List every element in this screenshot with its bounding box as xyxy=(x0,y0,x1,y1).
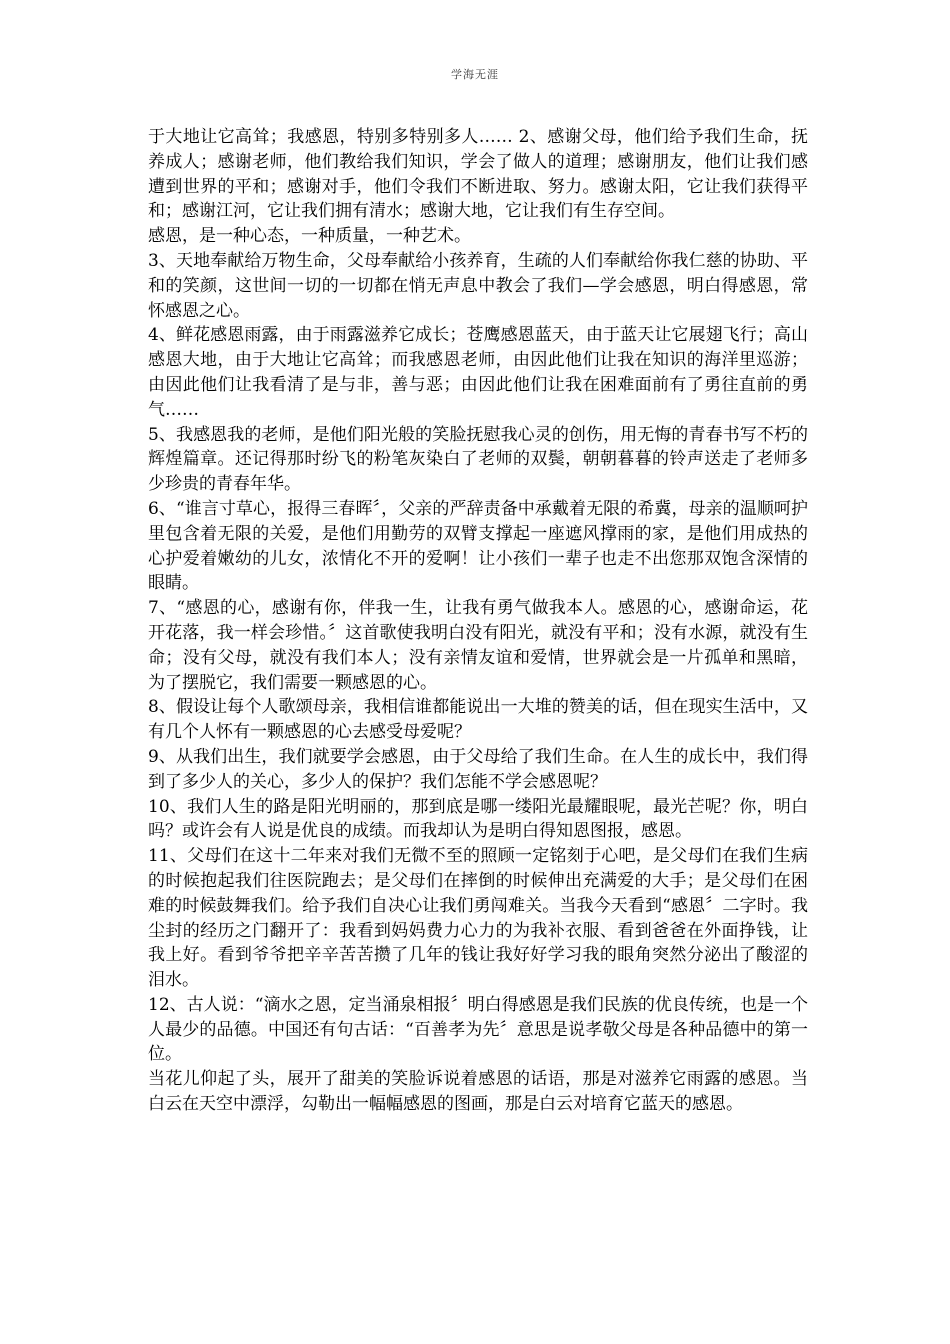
paragraph-8: 8、假设让每个人歌颂母亲，我相信谁都能说出一大堆的赞美的话，但在现实生活中，又有几个人怀有一颗感恩的心去感受母爱呢？ xyxy=(148,697,808,743)
paragraph-7: 7、“感恩的心，感谢有你，伴我一生，让我有勇气做我本人。感恩的心，感谢命运，花开花落，我一样会珍惜。〞这首歌使我明白没有阳光，就没有平和；没有水源，就没有生命；没有父母，就没有我们本人；没有亲情友谊和爱情，世界就会是一片孤单和黑暗，为了摆脱它，我们需要一颗感恩的心。 xyxy=(148,598,808,693)
paragraph-closing: 当花儿仰起了头，展开了甜美的笑脸诉说着感恩的话语，那是对滋养它雨露的感恩。当白云在天空中漂浮，勾勒出一幅幅感恩的图画，那是白云对培育它蓝天的感恩。 xyxy=(148,1069,808,1115)
paragraph-3: 3、天地奉献给万物生命，父母奉献给小孩养育，生疏的人们奉献给你我仁慈的协助、平和的笑颜，这世间一切的一切都在悄无声息中教会了我们—学会感恩，明白得感恩，常怀感恩之心。 xyxy=(148,250,808,321)
paragraph-4: 4、鲜花感恩雨露，由于雨露滋养它成长；苍鹰感恩蓝天，由于蓝天让它展翅飞行；高山感恩大地，由于大地让它高耸；而我感恩老师，由因此他们让我在知识的海洋里巡游；由因此他们让我看清了是与非，善与恶；由因此他们让我在困难面前有了勇往直前的勇气…… xyxy=(148,325,808,420)
page-header: 学海无涯 xyxy=(451,68,499,81)
paragraph-12: 12、古人说：“滴水之恩，定当涌泉相报〞明白得感恩是我们民族的优良传统，也是一个人最少的品德。中国还有句古话：“百善孝为先〞意思是说孝敬父母是各种品德中的第一位。 xyxy=(148,994,808,1065)
paragraph-6: 6、“谁言寸草心，报得三春晖〞，父亲的严辞责备中承戴着无限的希冀，母亲的温顺呵护里包含着无限的关爱，是他们用勤劳的双臂支撑起一座遮风撑雨的家，是他们用成热的心护爱着嫩幼的儿女，浓情化不开的爱啊！让小孩们一辈子也走不出您那双饱含深情的眼睛。 xyxy=(148,498,808,594)
paragraph-gratitude-definition: 感恩，是一种心态，一种质量，一种艺术。 xyxy=(148,226,471,247)
paragraph-5: 5、我感恩我的老师，是他们阳光般的笑脸抚慰我心灵的创伤，用无悔的青春书写不朽的辉煌篇章。还记得那时纷飞的粉笔灰染白了老师的双鬓，朝朝暮暮的铃声送走了老师多少珍贵的青春年华。 xyxy=(148,424,808,495)
paragraph-11: 11、父母们在这十二年来对我们无微不至的照顾一定铭刻于心吧，是父母们在我们生病的时候抱起我们往医院跑去；是父母们在摔倒的时候伸出充满爱的大手；是父母们在困难的时候鼓舞我们。给予我们自决心让我们勇闯难关。当我今天看到“感恩〞二字时。我尘封的经历之门翻开了：我看到妈妈费力心力的为我补衣服、看到爸爸在外面挣钱，让我上好。看到爷爷把辛辛苦苦攒了几年的钱让我好好学习我的眼角突然分泌出了酸涩的泪水。 xyxy=(148,846,808,991)
paragraph-intro: 于大地让它高耸；我感恩，特别多特别多人…… 2、感谢父母，他们给予我们生命，抚养成人；感谢老师，他们教给我们知识，学会了做人的道理；感谢朋友，他们让我们感遭到世界的平和；感谢对手，他们令我们不断进取、努力。感谢太阳，它让我们获得平和；感谢江河，它让我们拥有清水；感谢大地，它让我们有生存空间。 xyxy=(148,127,808,222)
paragraph-9: 9、从我们出生，我们就要学会感恩，由于父母给了我们生命。在人生的成长中，我们得到了多少人的关心，多少人的保护？我们怎能不学会感恩呢？ xyxy=(148,746,808,792)
document-body xyxy=(148,125,808,1117)
paragraph-10: 10、我们人生的路是阳光明丽的，那到底是哪一缕阳光最耀眼呢，最光芒呢？你，明白吗？或许会有人说是优良的成绩。而我却认为是明白得知恩图报，感恩。 xyxy=(148,796,808,842)
